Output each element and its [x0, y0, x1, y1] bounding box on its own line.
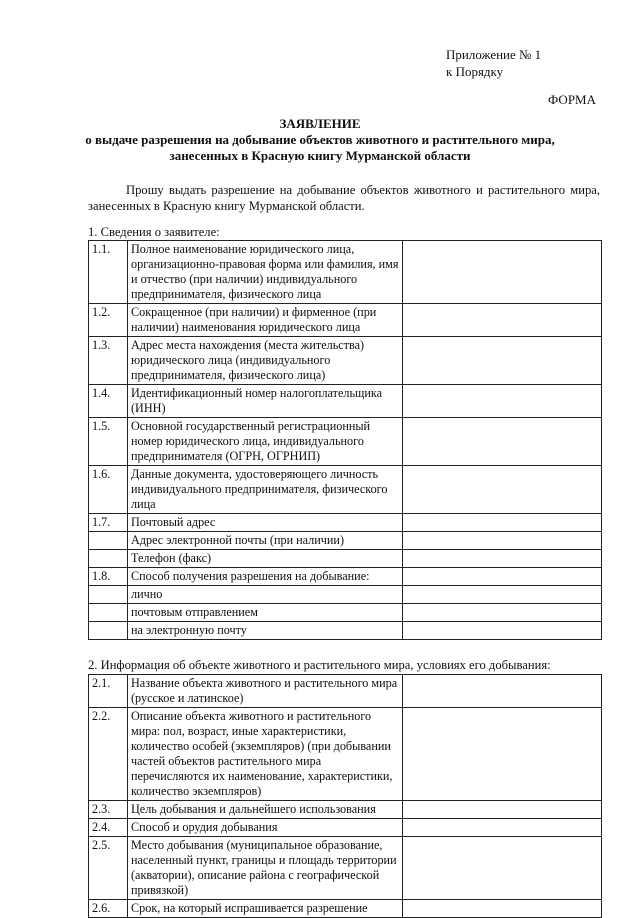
applicant-info-row-number	[89, 586, 128, 604]
object-info-row-number: 2.4.	[89, 819, 128, 837]
object-info-value-field[interactable]	[403, 900, 602, 918]
applicant-info-row-number: 1.6.	[89, 466, 128, 514]
intro-paragraph	[88, 182, 600, 214]
object-info-value-field[interactable]	[403, 819, 602, 837]
applicant-info-row-label: лично	[128, 586, 403, 604]
object-info-table	[88, 674, 602, 918]
applicant-info-row	[89, 604, 602, 622]
object-info-row-number: 2.2.	[89, 708, 128, 801]
applicant-info-value-field[interactable]	[403, 418, 602, 466]
object-info-row-label: Описание объекта животного и растительного мира: пол, возраст, иные характеристики, количество особей (экземпляров) (при добывании частей объектов растительного мира перечисляются их наименование, характеристики, количество экземпляров)	[128, 708, 403, 801]
applicant-info-row-label: Адрес места нахождения (места жительства) юридического лица (индивидуального предпринимателя, физического лица)	[128, 337, 403, 385]
applicant-info-row	[89, 568, 602, 586]
applicant-info-row-number: 1.2.	[89, 304, 128, 337]
applicant-info-row-number	[89, 550, 128, 568]
applicant-info-row	[89, 532, 602, 550]
applicant-info-row	[89, 304, 602, 337]
applicant-info-row	[89, 514, 602, 532]
applicant-info-row-label: Полное наименование юридического лица, организационно-правовая форма или фамилия, имя и отчество (при наличии) индивидуального предпринимателя, физического лица	[128, 241, 403, 304]
intro-text: Прошу выдать разрешение на добывание объектов животного и растительного мира, занесенных в Красную книгу Мурманской области.	[88, 183, 600, 213]
applicant-info-row	[89, 337, 602, 385]
object-info-row	[89, 801, 602, 819]
object-info-row	[89, 708, 602, 801]
applicant-info-row	[89, 241, 602, 304]
applicant-info-value-field[interactable]	[403, 385, 602, 418]
applicant-info-row-label: Телефон (факс)	[128, 550, 403, 568]
applicant-info-row-label: Способ получения разрешения на добывание:	[128, 568, 403, 586]
applicant-info-row-label: Данные документа, удостоверяющего личность индивидуального предпринимателя, физического лица	[128, 466, 403, 514]
applicant-info-value-field[interactable]	[403, 514, 602, 532]
applicant-info-table	[88, 240, 602, 640]
applicant-info-row-number: 1.1.	[89, 241, 128, 304]
object-info-row-label: Цель добывания и дальнейшего использования	[128, 801, 403, 819]
applicant-info-row-number: 1.7.	[89, 514, 128, 532]
applicant-info-value-field[interactable]	[403, 622, 602, 640]
object-info-row-label: Название объекта животного и растительного мира (русское и латинское)	[128, 675, 403, 708]
applicant-info-row	[89, 466, 602, 514]
title-subheading-2: занесенных в Красную книгу Мурманской области	[169, 148, 471, 163]
object-info-value-field[interactable]	[403, 837, 602, 900]
object-info-value-field[interactable]	[403, 675, 602, 708]
appendix-note	[446, 46, 541, 80]
applicant-info-row-label: на электронную почту	[128, 622, 403, 640]
applicant-info-row	[89, 550, 602, 568]
title-heading: ЗАЯВЛЕНИЕ	[279, 116, 361, 131]
applicant-info-value-field[interactable]	[403, 604, 602, 622]
applicant-info-value-field[interactable]	[403, 550, 602, 568]
applicant-info-row-label: Адрес электронной почты (при наличии)	[128, 532, 403, 550]
object-info-row	[89, 819, 602, 837]
section-2-title: 2. Информация об объекте животного и растительного мира, условиях его добывания:	[88, 658, 551, 672]
applicant-info-row-label: Основной государственный регистрационный номер юридического лица, индивидуального предпринимателя (ОГРН, ОГРНИП)	[128, 418, 403, 466]
applicant-info-value-field[interactable]	[403, 532, 602, 550]
applicant-info-row	[89, 586, 602, 604]
object-info-row-number: 2.6.	[89, 900, 128, 918]
applicant-info-row-number: 1.3.	[89, 337, 128, 385]
applicant-info-row-number: 1.5.	[89, 418, 128, 466]
applicant-info-row-number	[89, 604, 128, 622]
object-info-row	[89, 675, 602, 708]
applicant-info-value-field[interactable]	[403, 304, 602, 337]
applicant-info-value-field[interactable]	[403, 586, 602, 604]
applicant-info-row-number	[89, 532, 128, 550]
applicant-info-row	[89, 385, 602, 418]
object-info-row	[89, 900, 602, 918]
document-title	[0, 116, 640, 164]
applicant-info-value-field[interactable]	[403, 466, 602, 514]
form-label: ФОРМА	[548, 92, 596, 107]
applicant-info-value-field[interactable]	[403, 241, 602, 304]
applicant-info-value-field[interactable]	[403, 337, 602, 385]
applicant-info-row-number: 1.8.	[89, 568, 128, 586]
applicant-info-value-field[interactable]	[403, 568, 602, 586]
applicant-info-row-label: Идентификационный номер налогоплательщика (ИНН)	[128, 385, 403, 418]
appendix-number: Приложение № 1	[446, 47, 542, 62]
appendix-reference: к Порядку	[446, 64, 504, 79]
section-1-title: 1. Сведения о заявителе:	[88, 225, 220, 239]
applicant-info-row-number	[89, 622, 128, 640]
applicant-info-row-label: почтовым отправлением	[128, 604, 403, 622]
applicant-info-row-number: 1.4.	[89, 385, 128, 418]
object-info-row-number: 2.5.	[89, 837, 128, 900]
object-info-row	[89, 837, 602, 900]
object-info-row-label: Срок, на который испрашивается разрешение	[128, 900, 403, 918]
applicant-info-row-label: Сокращенное (при наличии) и фирменное (при наличии) наименования юридического лица	[128, 304, 403, 337]
object-info-row-number: 2.1.	[89, 675, 128, 708]
applicant-info-row	[89, 418, 602, 466]
object-info-row-number: 2.3.	[89, 801, 128, 819]
object-info-row-label: Способ и орудия добывания	[128, 819, 403, 837]
title-subheading-1: о выдаче разрешения на добывание объектов животного и растительного мира,	[85, 132, 555, 147]
object-info-value-field[interactable]	[403, 708, 602, 801]
applicant-info-row	[89, 622, 602, 640]
object-info-row-label: Место добывания (муниципальное образование, населенный пункт, границы и площадь территории (акватории), описание района с географической привязкой)	[128, 837, 403, 900]
object-info-value-field[interactable]	[403, 801, 602, 819]
applicant-info-row-label: Почтовый адрес	[128, 514, 403, 532]
